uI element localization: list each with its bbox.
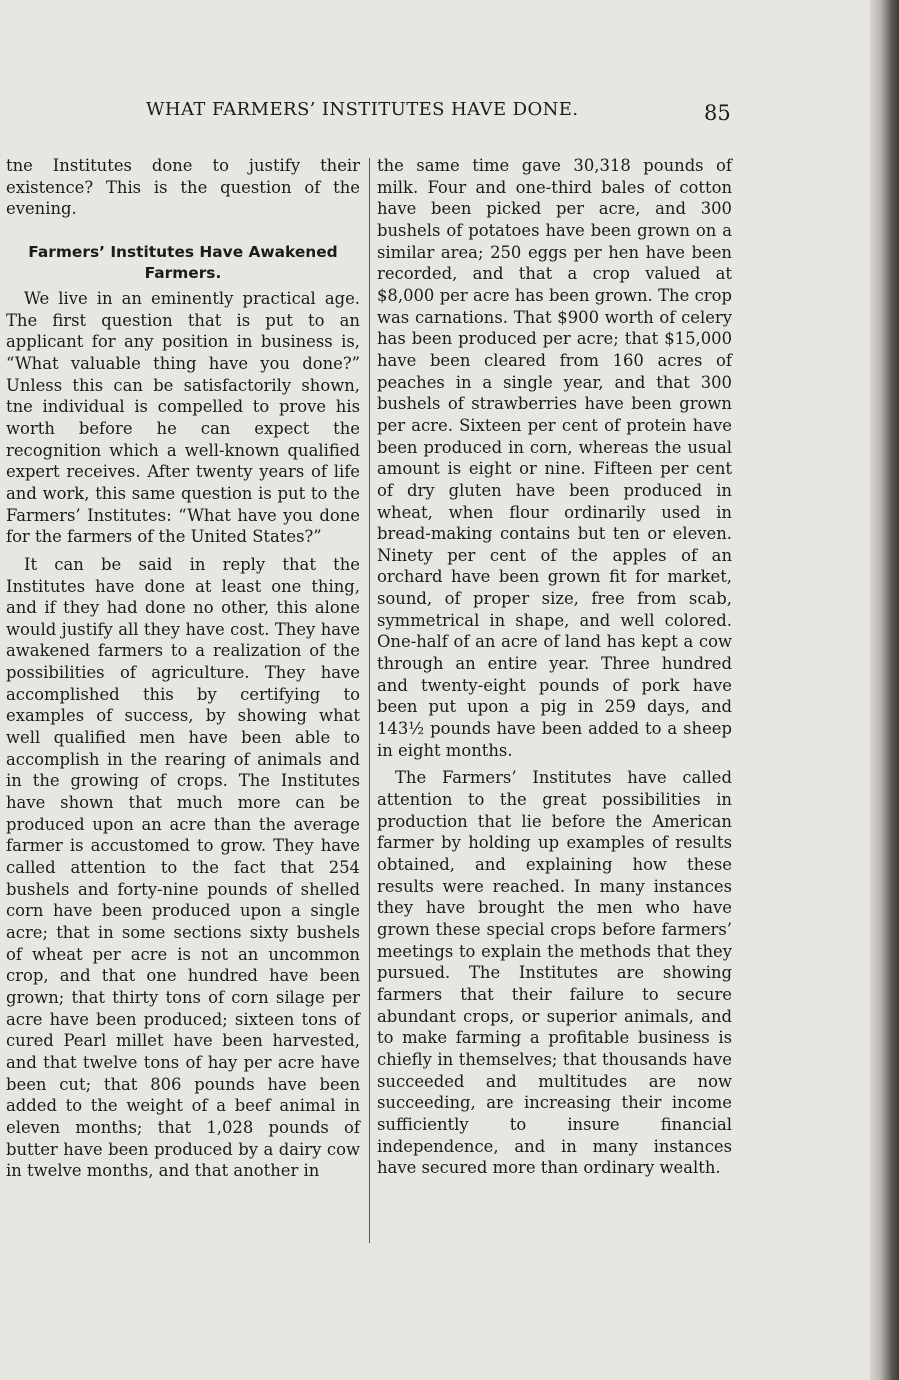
page-number: 85 — [704, 101, 731, 125]
right-column — [377, 155, 732, 1179]
column-divider — [369, 158, 370, 1243]
body-paragraph: the same time gave 30,318 pounds of milk. Four and one-third bales of cotton have been picked per acre, and 300 bushels of potatoes have been grown on a similar area; 250 eggs per hen have been recorded, and that a crop valued at $8,000 per acre has been grown. The crop was carnations. That $900 worth of celery has been produced per acre; that $15,000 have been cleared from 160 acres of peaches in a single year, and that 300 bushels of strawberries have been grown per acre. Sixteen per cent of protein have been produced in corn, whereas the usual amount is eight or nine. Fifteen per cent of dry gluten have been produced in wheat, when flour ordinarily used in bread-making contains but ten or eleven. Ninety per cent of the apples of an orchard have been grown fit for market, sound, of proper size, free from scab, symmetrical in shape, and well colored. One-half of an acre of land has kept a cow through an entire year. Three hundred and twenty-eight pounds of pork have been put upon a pig in 259 days, and 143½ pounds have been added to a sheep in eight months. — [377, 156, 732, 760]
book-page-edge — [870, 0, 899, 1380]
section-heading: Farmers’ Institutes Have Awakened Farmers. — [28, 242, 338, 282]
body-paragraph: We live in an eminently practical age. The first question that is put to an applicant for any position in business is, “What valuable thing have you done?” Unless this can be satisfactorily shown, tne individual is compelled to prove his worth before he can expect the recognition which a well-known qualified expert receives. After twenty years of life and work, this same question is put to the Farmers’ Institutes: “What have you done for the farmers of the United States?” — [6, 288, 360, 547]
left-column — [6, 155, 360, 1182]
body-paragraph: It can be said in reply that the Institutes have done at least one thing, and if they had done no other, this alone would justify all they have cost. They have awakened farmers to a realization of the possibilities of agriculture. They have accomplished this by certifying to examples of success, by showing what well qualified men have been able to accomplish in the rearing of animals and in the growing of crops. The Institutes have shown that much more can be produced upon an acre than the average farmer is accustomed to grow. They have called attention to the fact that 254 bushels and forty-nine pounds of shelled corn have been produced upon a single acre; that in some sections sixty bushels of wheat per acre is not an uncommon crop, and that one hundred have been grown; that thirty tons of corn silage per acre have been produced; sixteen tons of cured Pearl millet have been harvested, and that twelve tons of hay per acre have been cut; that 806 pounds have been added to the weight of a beef animal in eleven months; that 1,028 pounds of butter have been produced by a dairy cow in twelve months, and that another in — [6, 554, 360, 1181]
page-header — [0, 99, 870, 129]
body-paragraph: The Farmers’ Institutes have called attention to the great possibilities in production that lie before the American farmer by holding up examples of results obtained, and explaining how these results were reached. In many instances they have brought the men who have grown these special crops before farmers’ meetings to explain the methods that they pursued. The Institutes are showing farmers that their failure to secure abundant crops, or superior animals, and to make farming a profitable business is chiefly in themselves; that thousands have succeeded and multitudes are now succeeding, are increasing their income sufficiently to insure financial independence, and in many instances have secured more than ordinary wealth. — [377, 768, 732, 1178]
running-title: WHAT FARMERS’ INSTITUTES HAVE DONE. — [146, 99, 579, 120]
continued-paragraph: tne Institutes done to justify their existence? This is the question of the evening. — [6, 156, 360, 219]
